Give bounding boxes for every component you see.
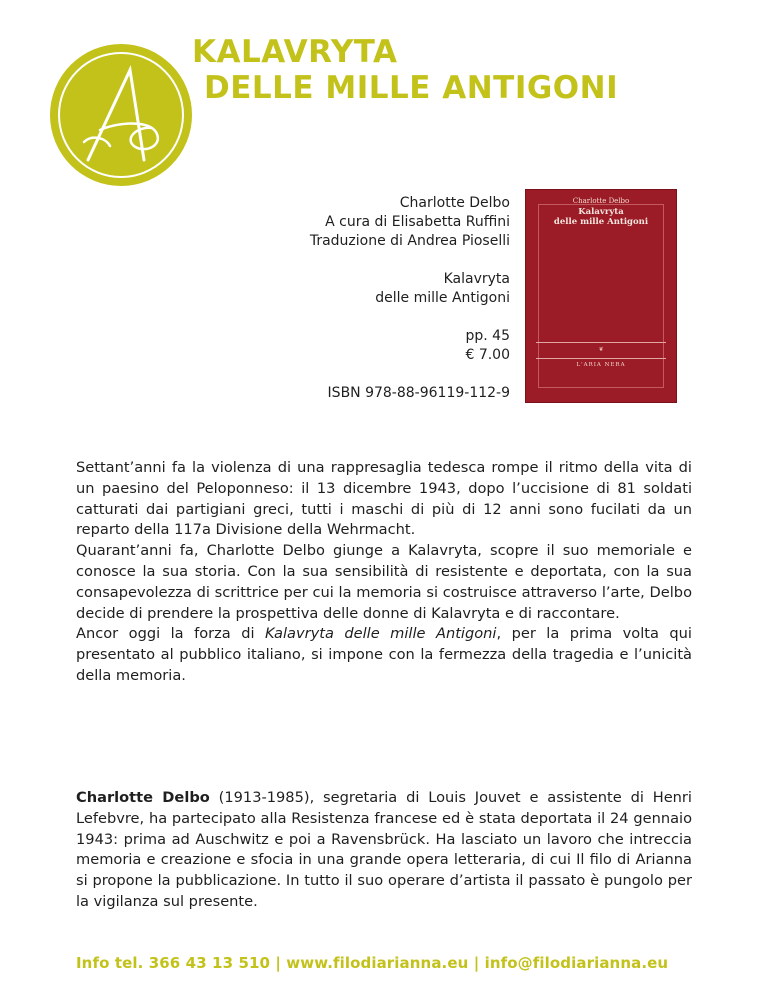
book-author: Charlotte Delbo — [399, 195, 510, 211]
book-price: € 7.00 — [465, 347, 510, 363]
book-pages: pp. 45 — [465, 328, 510, 344]
book-details — [310, 194, 510, 403]
title-line-2: DELLE MILLE ANTIGONI — [204, 70, 619, 106]
publisher-logo — [48, 42, 194, 188]
description-paragraph-2: Quarant’anni fa, Charlotte Delbo giunge a Kalavryta, scopre il suo memoriale e conosce la sua storia. Con la sua sensibilità di resistente e deportata, con la sua consapevolezza di scrittrice per cui la memoria si costruisce attraverso l’arte, Delbo decide di prendere la prospettiva delle donne di Kalavryta e di raccontare. — [76, 542, 692, 622]
description — [76, 458, 692, 687]
bio-text: (1913-1985), segretaria di Louis Jouvet e assistente di Henri Lefebvre, ha partecipato alla Resistenza francese ed è stata deportata il 24 gennaio 1943: prima ad Auschwitz e poi a Ravensbrück. Ha lasciato un lavoro che intreccia memoria e creazione e sfocia in una grande opera letteraria, di cui Il filo di Arianna si propone la pubblicazione. In tutto il suo operare d’artista il passato è pungolo per la vigilanza sul presente. — [76, 789, 692, 910]
book-title-line-1: Kalavryta — [443, 271, 510, 287]
cover-frame — [538, 204, 664, 388]
description-p3-end: , per la prima volta qui presentato al pubblico italiano, si impone con la fermezza della tragedia e l’unicità della memoria. — [76, 625, 692, 684]
cover-title — [526, 207, 676, 227]
title-line-1: KALAVRYTA — [192, 34, 398, 70]
bio-paragraph — [76, 788, 692, 913]
book-editor: A cura di Elisabetta Ruffini — [325, 214, 510, 230]
author-bio — [76, 788, 692, 913]
description-paragraph-1: Settant’anni fa la violenza di una rappresaglia tedesca rompe il ritmo della vita di un paesino del Peloponneso: il 13 dicembre 1943, dopo l’uccisione di 81 soldati catturati dai partigiani greci, tutti i maschi di più di 12 anni sono fucilati da un reparto della 117a Divisione della Wehrmacht. — [76, 459, 692, 539]
book-isbn: ISBN 978-88-96119-112-9 — [327, 385, 510, 401]
book-title-line-2: delle mille Antigoni — [375, 290, 510, 306]
cover-rule — [536, 342, 666, 343]
contact-footer: Info tel. 366 43 13 510 | www.filodiarianna.eu | info@filodiarianna.eu — [76, 954, 669, 972]
book-title-italic: Kalavryta delle mille Antigoni — [264, 625, 497, 643]
bio-name: Charlotte Delbo — [76, 789, 210, 806]
description-paragraph-3 — [76, 624, 692, 686]
book-translator: Traduzione di Andrea Pioselli — [309, 233, 510, 249]
description-p3-start: Ancor oggi la forza di — [76, 625, 265, 643]
cover-author: Charlotte Delbo — [572, 197, 630, 205]
cover-title-line-2: delle mille Antigoni — [553, 217, 649, 227]
page-title — [192, 34, 618, 106]
book-cover — [526, 190, 676, 402]
cover-publisher: L'ARIA NERA — [576, 362, 626, 368]
cover-title-line-1: Kalavryta — [578, 207, 624, 217]
cover-rule-bottom — [536, 358, 666, 359]
cover-emblem-icon: ❦ — [598, 346, 604, 353]
